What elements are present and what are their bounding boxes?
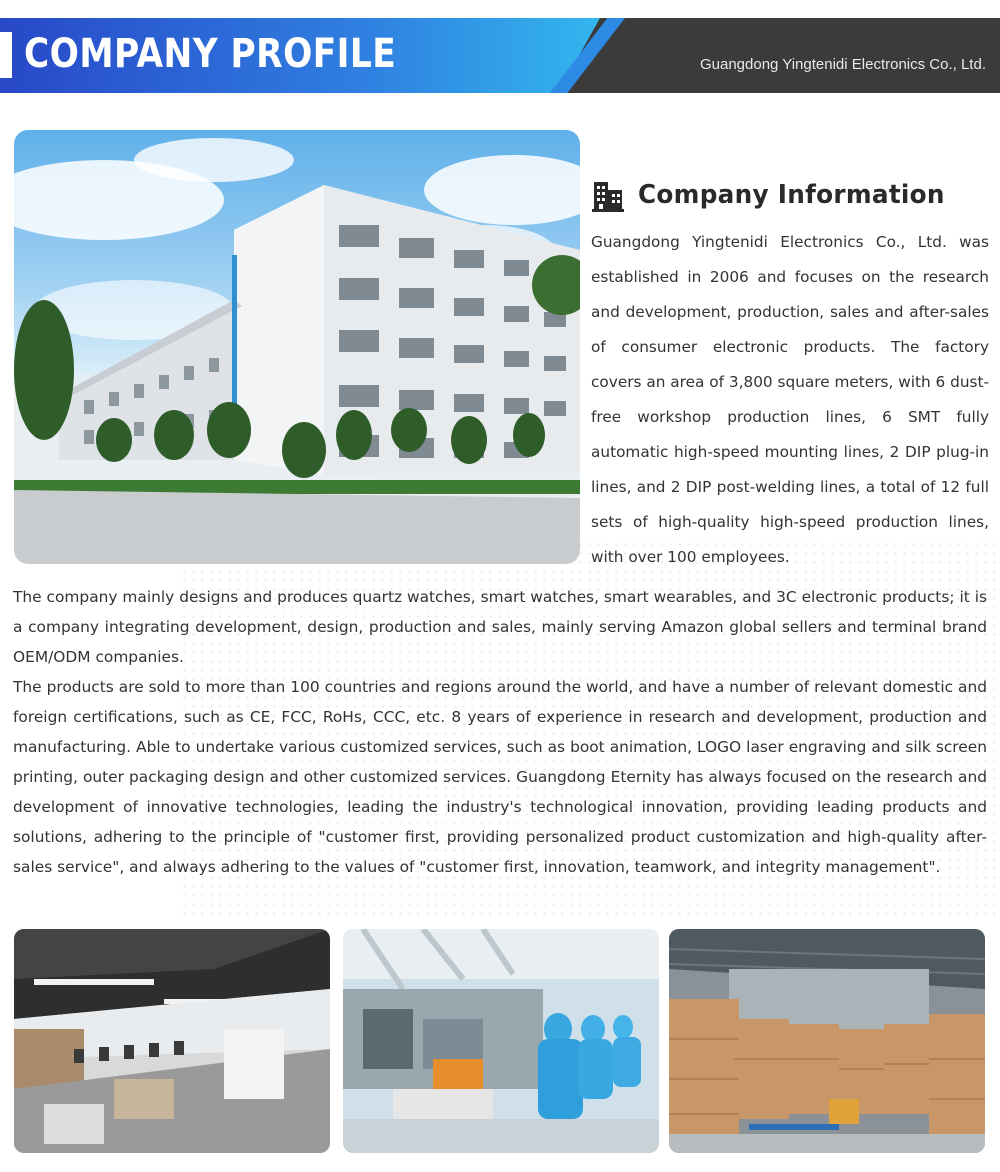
- factory-building-photo: [14, 130, 580, 564]
- description-paragraph-2: The products are sold to more than 100 countries and regions around the world, and have a number of relevant domestic and foreign certifications, such as CE, FCC, RoHs, CCC, etc. 8 years of experience in research and development, production and manufacturing. Able to undertake various customized services, such as boot animation, LOGO laser engraving and silk screen printing, outer packaging design and other customized services. Guangdong Eternity has always focused on the research and development of innovative technologies, leading the industry's technological innovation, providing leading products and solutions, adhering to the principle of "customer first, providing personalized product customization and high-quality after-sales service", and always adhering to the values of "customer first, innovation, teamwork, and integrity management".: [13, 678, 987, 876]
- office-photo: [14, 929, 330, 1153]
- company-information-heading: [592, 175, 961, 215]
- company-information-text: Guangdong Yingtenidi Electronics Co., Ltd. was established in 2006 and focuses on the research and development, production, sales and after-sales of consumer electronic products. The factory covers an area of 3,800 square meters, with 6 dust-free workshop production lines, 6 SMT fully automatic high-speed mounting lines, 2 DIP plug-in lines, and 2 DIP post-welding lines, a total of 12 full sets of high-quality high-speed production lines, with over 100 employees.: [591, 233, 990, 566]
- company-description: [13, 582, 987, 882]
- banner-white-tab: [0, 32, 12, 78]
- page-title: COMPANY PROFILE: [24, 31, 397, 77]
- section-title: Company Information: [638, 180, 945, 210]
- header-banner: [0, 18, 1000, 93]
- warehouse-photo: [669, 929, 985, 1153]
- description-paragraph-1: The company mainly designs and produces quartz watches, smart watches, smart wearables, and 3C electronic products; it is a company integrating development, design, production and sales, mainly serving Amazon global sellers and terminal brand OEM/ODM companies.: [13, 588, 987, 666]
- production-line-photo: [343, 929, 659, 1153]
- building-icon: [592, 178, 624, 212]
- header-company-name: Guangdong Yingtenidi Electronics Co., Ltd.: [699, 56, 986, 73]
